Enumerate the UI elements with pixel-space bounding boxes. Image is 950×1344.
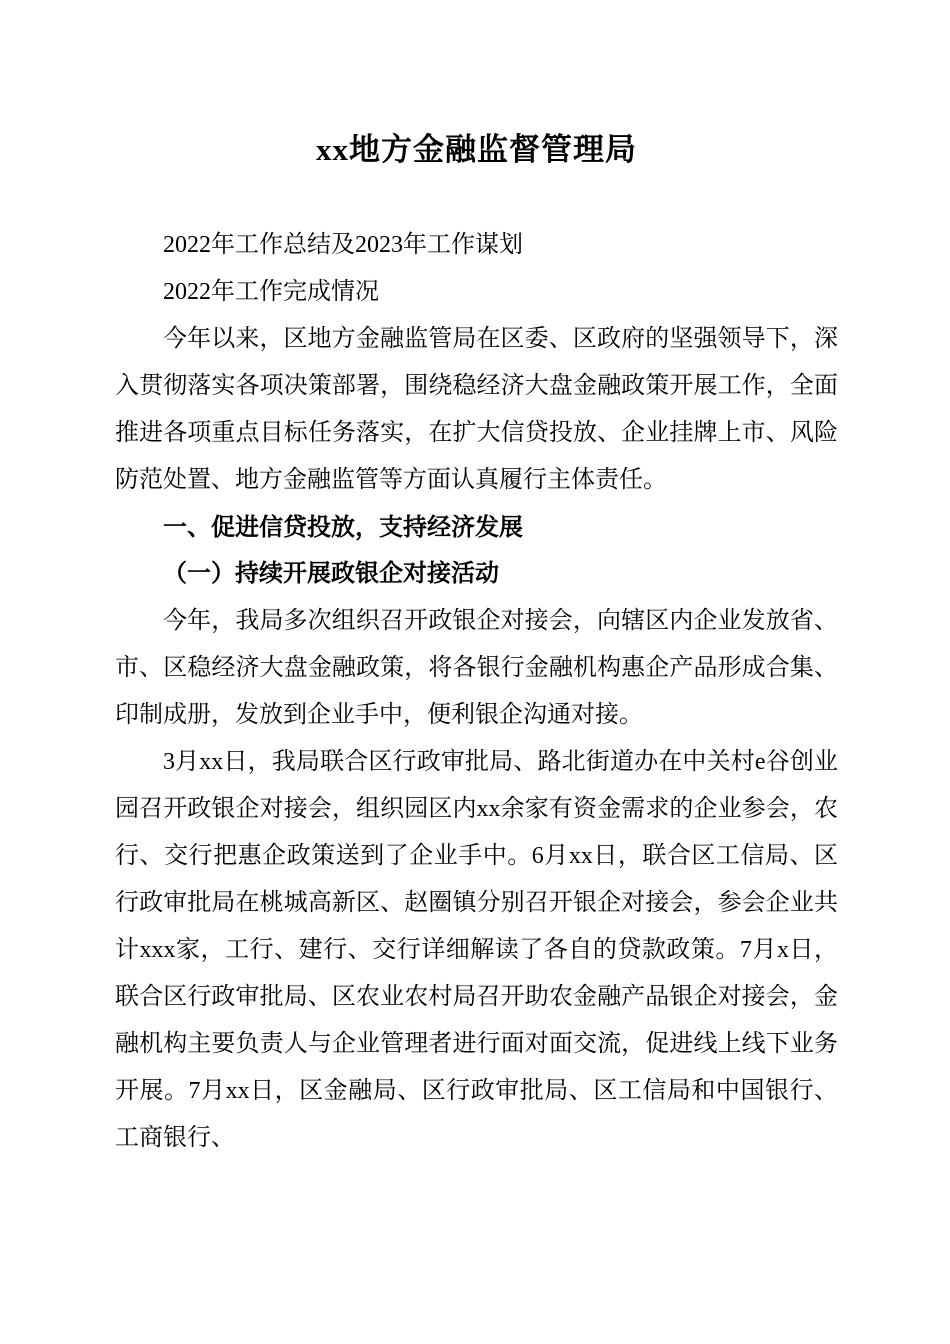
subsection-heading-1-1: （一）持续开展政银企对接活动 [163, 561, 499, 588]
body-paragraph-2: 3月xx日，我局联合区行政审批局、路北街道办在中关村e谷创业园召开政银企对接会，组织园区内xx余家有资金需求的企业参会，农行、交行把惠企政策送到了企业手中。6月xx日，联合区工信局、区行政审批局在桃城高新区、赵圈镇分别召开银企对接会，参会企业共计xxx家，工行、建行、交行详细解读了各自的贷款政策。7月x日，联合区行政审批局、区农业农村局召开助农金融产品银企对接会，金融机构主要负责人与企业管理者进行面对面交流，促进线上线下业务开展。7月xx日，区金融局、区行政审批局、区工信局和中国银行、工商银行、 [115, 749, 838, 1152]
section-heading-1: 一、促进信贷投放，支持经济发展 [163, 514, 523, 542]
body-paragraph-1: 今年，我局多次组织召开政银企对接会，向辖区内企业发放省、市、区稳经济大盘金融政策，将各银行金融机构惠企产品形成合集、印制成册，发放到企业手中，便利银企沟通对接。 [115, 608, 838, 729]
subtitle-work-summary: 2022年工作总结及2023年工作谋划 [163, 232, 523, 259]
subtitle-work-completion: 2022年工作完成情况 [163, 279, 379, 306]
document-title: xx地方金融监督管理局 [316, 132, 637, 167]
intro-paragraph: 今年以来，区地方金融监管局在区委、区政府的坚强领导下，深入贯彻落实各项决策部署，围绕稳经济大盘金融政策开展工作，全面推进各项重点目标任务落实，在扩大信贷投放、企业挂牌上市、风险防范处置、地方金融监管等方面认真履行主体责任。 [115, 326, 838, 494]
